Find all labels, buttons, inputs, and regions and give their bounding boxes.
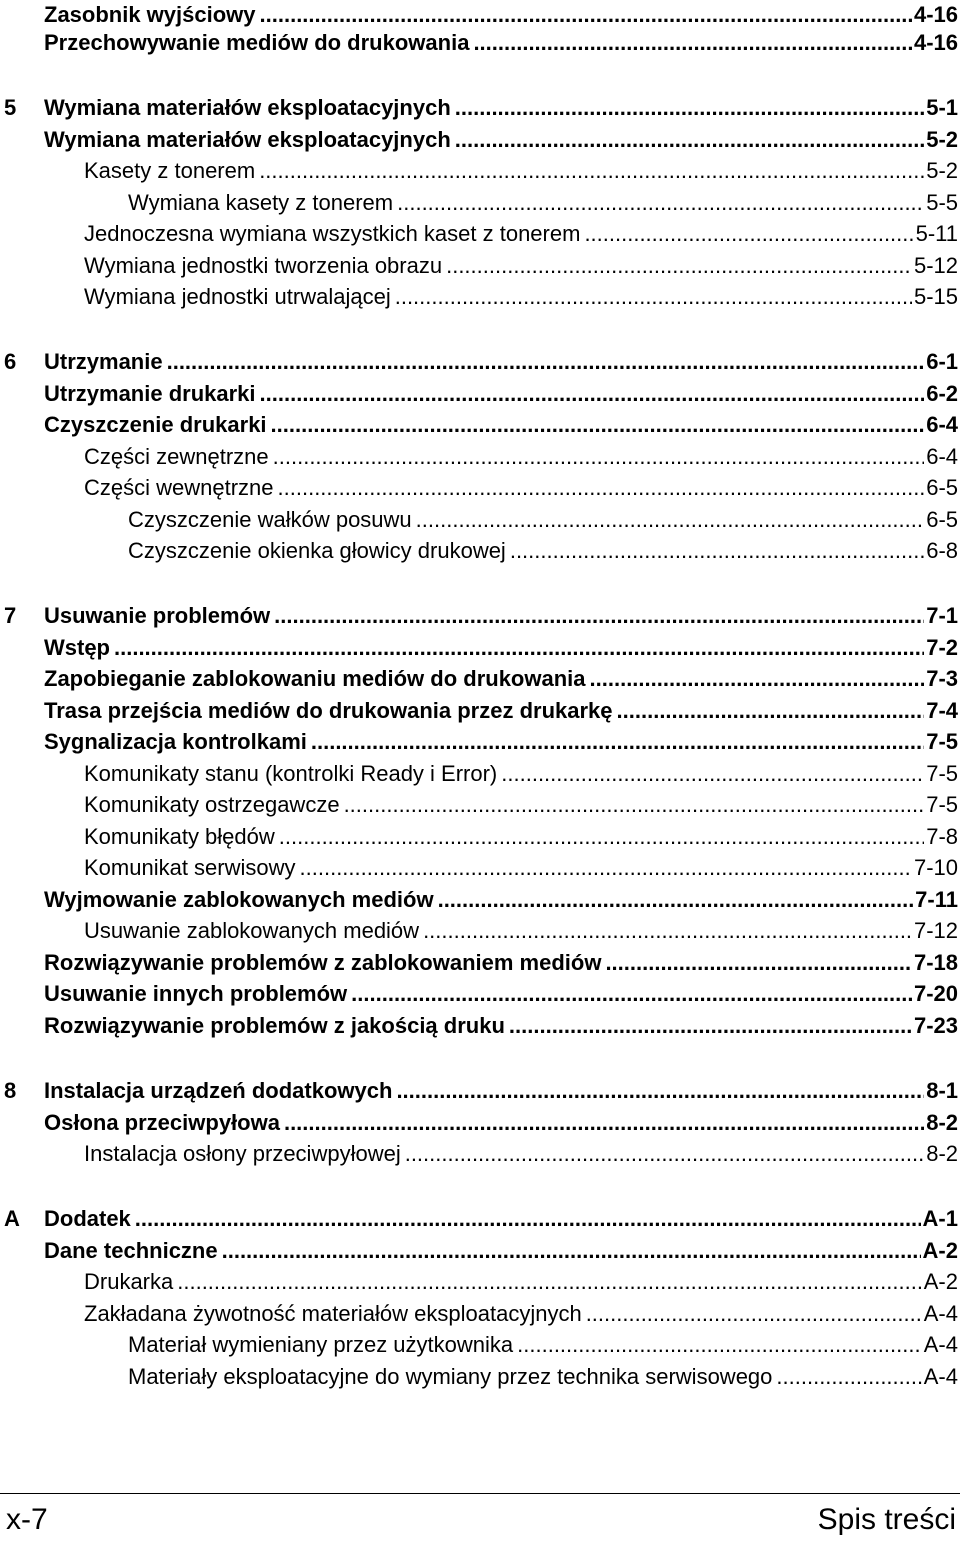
toc-entry[interactable] <box>0 347 958 377</box>
toc-entry-page: 6-2 <box>926 381 958 406</box>
toc-entry[interactable] <box>0 916 958 946</box>
toc-entry-title: Usuwanie zablokowanych mediów <box>84 918 420 943</box>
dot-leader <box>617 696 925 726</box>
dot-leader <box>351 979 912 1009</box>
toc-entry[interactable] <box>0 1362 958 1392</box>
dot-leader <box>135 1204 921 1234</box>
dot-leader <box>260 0 912 30</box>
dot-leader <box>396 1076 924 1106</box>
toc-entry-title: Rozwiązywanie problemów z jakością druku <box>44 1013 505 1038</box>
dot-leader <box>605 948 912 978</box>
toc-entry-page: 5-2 <box>926 158 958 183</box>
toc-entry[interactable] <box>0 822 958 852</box>
dot-leader <box>259 156 924 186</box>
toc-entry[interactable] <box>0 1204 958 1234</box>
toc-entry-page: 6-5 <box>926 475 958 500</box>
toc-entry-title: Komunikaty błędów <box>84 824 275 849</box>
toc-entry-page: 7-5 <box>926 761 958 786</box>
toc-entry-title: Czyszczenie okienka głowicy drukowej <box>128 538 506 563</box>
toc-entry-title: Wymiana materiałów eksploatacyjnych <box>44 95 451 120</box>
dot-leader <box>776 1362 921 1392</box>
toc-entry[interactable] <box>0 536 958 566</box>
toc-entry-page: 5-12 <box>913 253 958 278</box>
dot-leader <box>509 1011 912 1041</box>
toc-entry[interactable] <box>0 790 958 820</box>
toc-entry-page: A-4 <box>923 1332 958 1357</box>
toc-entry-title: Wymiana jednostki utrwalającej <box>84 284 391 309</box>
toc-entry[interactable] <box>0 664 958 694</box>
dot-leader <box>344 790 925 820</box>
footer-page-number: x-7 <box>6 1503 48 1536</box>
toc-entry[interactable] <box>0 696 958 726</box>
toc-entry-page: 7-3 <box>926 666 958 691</box>
toc-entry-page: 5-5 <box>926 190 958 215</box>
toc-entry-page: 4-16 <box>913 2 958 27</box>
dot-leader <box>438 885 914 915</box>
toc-entry-title: Zapobieganie zablokowaniu mediów do drukowania <box>44 666 586 691</box>
toc-entry-title: Materiał wymieniany przez użytkownika <box>128 1332 514 1357</box>
toc-entry-title: Wstęp <box>44 635 110 660</box>
toc-entry[interactable] <box>0 633 958 663</box>
toc-entry-title: Części zewnętrzne <box>84 444 269 469</box>
dot-leader <box>501 759 924 789</box>
dot-leader <box>473 28 912 58</box>
dot-leader <box>510 536 924 566</box>
toc-entry[interactable] <box>0 188 958 218</box>
toc-entry[interactable] <box>0 410 958 440</box>
dot-leader <box>455 93 924 123</box>
toc-entry-title: Wymiana jednostki tworzenia obrazu <box>84 253 443 278</box>
toc-entry-title: Trasa przejścia mediów do drukowania przez drukarkę <box>44 698 613 723</box>
toc-entry-page: 5-1 <box>926 95 958 120</box>
toc-entry-title: Utrzymanie drukarki <box>44 381 256 406</box>
toc-entry-page: 6-4 <box>926 444 958 469</box>
dot-leader <box>395 282 912 312</box>
dot-leader <box>260 379 925 409</box>
dot-leader <box>279 822 924 852</box>
toc-entry[interactable] <box>0 282 958 312</box>
toc-entry[interactable] <box>0 979 958 1009</box>
toc-entry-page: 6-4 <box>926 412 958 437</box>
toc-entry-page: A-4 <box>923 1301 958 1326</box>
toc-entry[interactable] <box>0 505 958 535</box>
toc-entry-title: Rozwiązywanie problemów z zablokowaniem mediów <box>44 950 602 975</box>
toc-entry[interactable] <box>0 1330 958 1360</box>
toc-entry-page: 7-5 <box>926 729 958 754</box>
toc-entry[interactable] <box>0 1267 958 1297</box>
toc-entry[interactable] <box>0 156 958 186</box>
toc-entry[interactable] <box>0 948 958 978</box>
toc-entry-page: 6-8 <box>926 538 958 563</box>
dot-leader <box>586 1299 922 1329</box>
toc-entry-page: 7-23 <box>913 1013 958 1038</box>
dot-leader <box>311 727 924 757</box>
toc-entry[interactable] <box>0 473 958 503</box>
toc-entry[interactable] <box>0 1236 958 1266</box>
toc-entry-page: 7-18 <box>913 950 958 975</box>
dot-leader <box>274 601 924 631</box>
toc-entry[interactable] <box>0 601 958 631</box>
toc-entry-title: Części wewnętrzne <box>84 475 274 500</box>
dot-leader <box>405 1139 925 1169</box>
toc-entry-title: Materiały eksploatacyjne do wymiany przez technika serwisowego <box>128 1364 773 1389</box>
dot-leader <box>273 442 925 472</box>
toc-entry-title: Dane techniczne <box>44 1238 218 1263</box>
toc-entry-title: Czyszczenie drukarki <box>44 412 267 437</box>
chapter-number: 5 <box>4 95 17 120</box>
toc-entry[interactable] <box>0 442 958 472</box>
dot-leader <box>300 853 912 883</box>
toc-entry-page: A-1 <box>922 1206 958 1231</box>
dot-leader <box>284 1108 924 1138</box>
toc-entry[interactable] <box>0 0 958 30</box>
dot-leader <box>114 633 924 663</box>
dot-leader <box>278 473 925 503</box>
toc-entry-page: 7-20 <box>913 981 958 1006</box>
toc-entry-title: Jednoczesna wymiana wszystkich kaset z tonerem <box>84 221 581 246</box>
toc-entry-title: Usuwanie innych problemów <box>44 981 348 1006</box>
toc-entry-title: Przechowywanie mediów do drukowania <box>44 30 470 55</box>
dot-leader <box>590 664 925 694</box>
toc-entry-title: Komunikaty stanu (kontrolki Ready i Error) <box>84 761 498 786</box>
dot-leader <box>423 916 912 946</box>
toc-entry-title: Instalacja urządzeń dodatkowych <box>44 1078 393 1103</box>
toc-entry-title: Dodatek <box>44 1206 131 1231</box>
toc-entry[interactable] <box>0 251 958 281</box>
toc-entry-title: Wymiana kasety z tonerem <box>128 190 394 215</box>
toc-entry-title: Drukarka <box>84 1269 174 1294</box>
chapter-number: A <box>4 1206 20 1231</box>
toc-entry[interactable] <box>0 1011 958 1041</box>
toc-entry-page: 5-15 <box>913 284 958 309</box>
toc-entry-page: 7-11 <box>915 887 958 912</box>
toc-entry-page: 7-1 <box>926 603 958 628</box>
toc-entry-page: 6-5 <box>926 507 958 532</box>
dot-leader <box>177 1267 922 1297</box>
toc-entry[interactable] <box>0 853 958 883</box>
toc-entry-page: 5-11 <box>915 221 958 246</box>
toc-entry-title: Utrzymanie <box>44 349 163 374</box>
toc-entry-title: Wyjmowanie zablokowanych mediów <box>44 887 434 912</box>
toc-entry-page: 8-2 <box>926 1110 958 1135</box>
chapter-number: 7 <box>4 603 17 628</box>
dot-leader <box>167 347 925 377</box>
toc-entry-title: Kasety z tonerem <box>84 158 256 183</box>
toc-entry-title: Komunikat serwisowy <box>84 855 296 880</box>
dot-leader <box>446 251 912 281</box>
footer-divider <box>0 1493 960 1494</box>
toc-entry-page: A-2 <box>923 1269 958 1294</box>
toc-entry-title: Zakładana żywotność materiałów eksploatacyjnych <box>84 1301 582 1326</box>
toc-entry-page: 7-12 <box>913 918 958 943</box>
toc-entry[interactable] <box>0 1139 958 1169</box>
dot-leader <box>584 219 913 249</box>
toc-entry-page: 4-16 <box>913 30 958 55</box>
toc-entry[interactable] <box>0 727 958 757</box>
toc-entry-page: 7-10 <box>913 855 958 880</box>
toc-entry-title: Usuwanie problemów <box>44 603 271 628</box>
toc-entry-page: 8-1 <box>926 1078 958 1103</box>
toc-entry-page: 7-2 <box>926 635 958 660</box>
toc-entry-page: 5-2 <box>926 127 958 152</box>
toc-entry-page: 7-4 <box>926 698 958 723</box>
toc-entry-title: Komunikaty ostrzegawcze <box>84 792 340 817</box>
toc-entry-page: 8-2 <box>926 1141 958 1166</box>
dot-leader <box>455 125 924 155</box>
toc-entry[interactable] <box>0 93 958 123</box>
toc-entry-title: Osłona przeciwpyłowa <box>44 1110 280 1135</box>
toc-entry[interactable] <box>0 759 958 789</box>
toc-entry-page: 7-5 <box>926 792 958 817</box>
toc-entry-title: Wymiana materiałów eksploatacyjnych <box>44 127 451 152</box>
toc-entry[interactable] <box>0 1076 958 1106</box>
toc-entry[interactable] <box>0 885 958 915</box>
toc-entry[interactable] <box>0 125 958 155</box>
dot-leader <box>397 188 924 218</box>
toc-entry-page: 6-1 <box>926 349 958 374</box>
toc-entry-title: Czyszczenie wałków posuwu <box>128 507 412 532</box>
toc-entry-page: 7-8 <box>926 824 958 849</box>
toc-entry-title: Instalacja osłony przeciwpyłowej <box>84 1141 401 1166</box>
dot-leader <box>222 1236 921 1266</box>
footer-section-title: Spis treści <box>817 1503 956 1536</box>
toc-entry-page: A-4 <box>923 1364 958 1389</box>
chapter-number: 6 <box>4 349 17 374</box>
toc-entry-title: Sygnalizacja kontrolkami <box>44 729 307 754</box>
toc-entry-page: A-2 <box>922 1238 958 1263</box>
dot-leader <box>416 505 925 535</box>
toc-entry[interactable] <box>0 1299 958 1329</box>
toc-entry[interactable] <box>0 1108 958 1138</box>
dot-leader <box>517 1330 922 1360</box>
toc-entry[interactable] <box>0 219 958 249</box>
toc-entry-title: Zasobnik wyjściowy <box>44 2 256 27</box>
chapter-number: 8 <box>4 1078 17 1103</box>
toc-entry[interactable] <box>0 28 958 58</box>
dot-leader <box>271 410 925 440</box>
toc-entry[interactable] <box>0 379 958 409</box>
